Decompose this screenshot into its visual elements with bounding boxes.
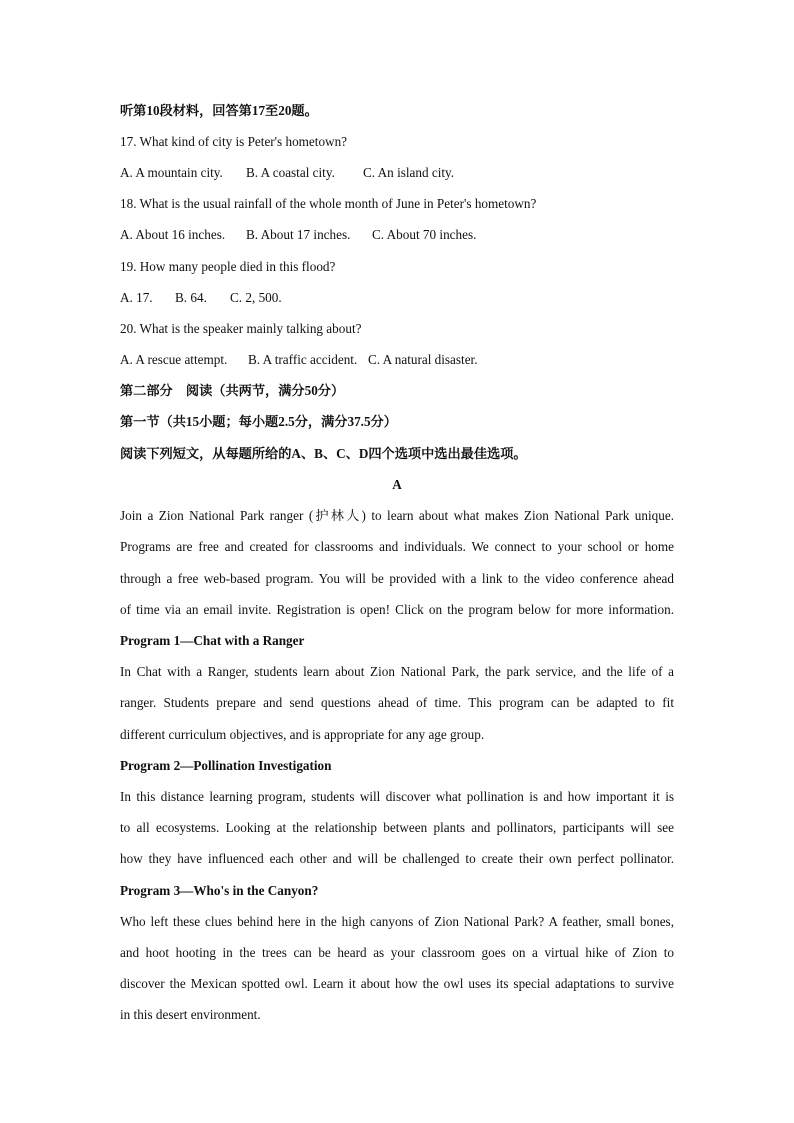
program-2-line: to all ecosystems. Looking at the relationship between plants and pollinators, participants will see [120, 820, 674, 835]
intro-line: Programs are free and created for classrooms and individuals. We connect to your school or home [120, 539, 674, 554]
intro-line: of time via an email invite. Registration is open! Click on the program below for more information. [120, 602, 674, 617]
program-1-line: different curriculum objectives, and is appropriate for any age group. [120, 727, 485, 742]
program-2-line: In this distance learning program, students will discover what pollination is and how important it is [120, 789, 674, 804]
q20-option-b: B. A traffic accident. [248, 352, 358, 367]
question-20-stem: 20. What is the speaker mainly talking about? [120, 321, 362, 336]
question-19-stem: 19. How many people died in this flood? [120, 259, 336, 274]
question-18-options [120, 226, 674, 244]
program-2-line: how they have influenced each other and will be challenged to create their own perfect pollinator. [120, 851, 674, 866]
program-3-line: Who left these clues behind here in the high canyons of Zion National Park? A feather, small bones, [120, 914, 674, 929]
question-20-options [120, 351, 674, 369]
q20-option-a: A. A rescue attempt. [120, 352, 228, 367]
program-3-line: in this desert environment. [120, 1007, 261, 1022]
q17-option-a: A. A mountain city. [120, 165, 223, 180]
question-18-stem: 18. What is the usual rainfall of the whole month of June in Peter's hometown? [120, 196, 537, 211]
question-17-stem: 17. What kind of city is Peter's hometown? [120, 134, 348, 149]
listening-instruction: 听第10段材料，回答第17至20题。 [120, 103, 318, 118]
passage-label: A [392, 477, 402, 492]
program-3-title: Program 3—Who's in the Canyon? [120, 883, 319, 898]
intro-line: Join a Zion National Park ranger (护林人) to learn about what makes Zion National Park unique. [120, 508, 674, 523]
q19-option-a: A. 17. [120, 290, 153, 305]
program-2-title: Program 2—Pollination Investigation [120, 758, 332, 773]
question-17-options [120, 164, 674, 182]
question-19-options [120, 289, 674, 307]
q18-option-b: B. About 17 inches. [246, 227, 351, 242]
q20-option-c: C. A natural disaster. [368, 352, 478, 367]
q17-option-c: C. An island city. [363, 165, 455, 180]
program-3-line: discover the Mexican spotted owl. Learn it about how the owl uses its special adaptations to survive [120, 976, 674, 991]
reading-section-title: 第一节（共15小题；每小题2.5分，满分37.5分） [120, 414, 397, 429]
reading-part-title: 第二部分 阅读（共两节，满分50分） [120, 383, 345, 398]
program-1-line: ranger. Students prepare and send questions ahead of time. This program can be adapted to fit [120, 695, 674, 710]
q17-option-b: B. A coastal city. [246, 165, 335, 180]
q19-option-b: B. 64. [175, 290, 207, 305]
reading-instruction: 阅读下列短文，从每题所给的A、B、C、D四个选项中选出最佳选项。 [120, 446, 527, 461]
q18-option-a: A. About 16 inches. [120, 227, 226, 242]
program-1-line: In Chat with a Ranger, students learn about Zion National Park, the park service, and the life of a [120, 664, 674, 679]
q18-option-c: C. About 70 inches. [372, 227, 477, 242]
intro-line: through a free web-based program. You will be provided with a link to the video conference ahead [120, 571, 674, 586]
q19-option-c: C. 2, 500. [230, 290, 282, 305]
program-1-title: Program 1—Chat with a Ranger [120, 633, 305, 648]
program-3-line: and hoot hooting in the trees can be heard as your classroom goes on a virtual hike of Zion to [120, 945, 674, 960]
